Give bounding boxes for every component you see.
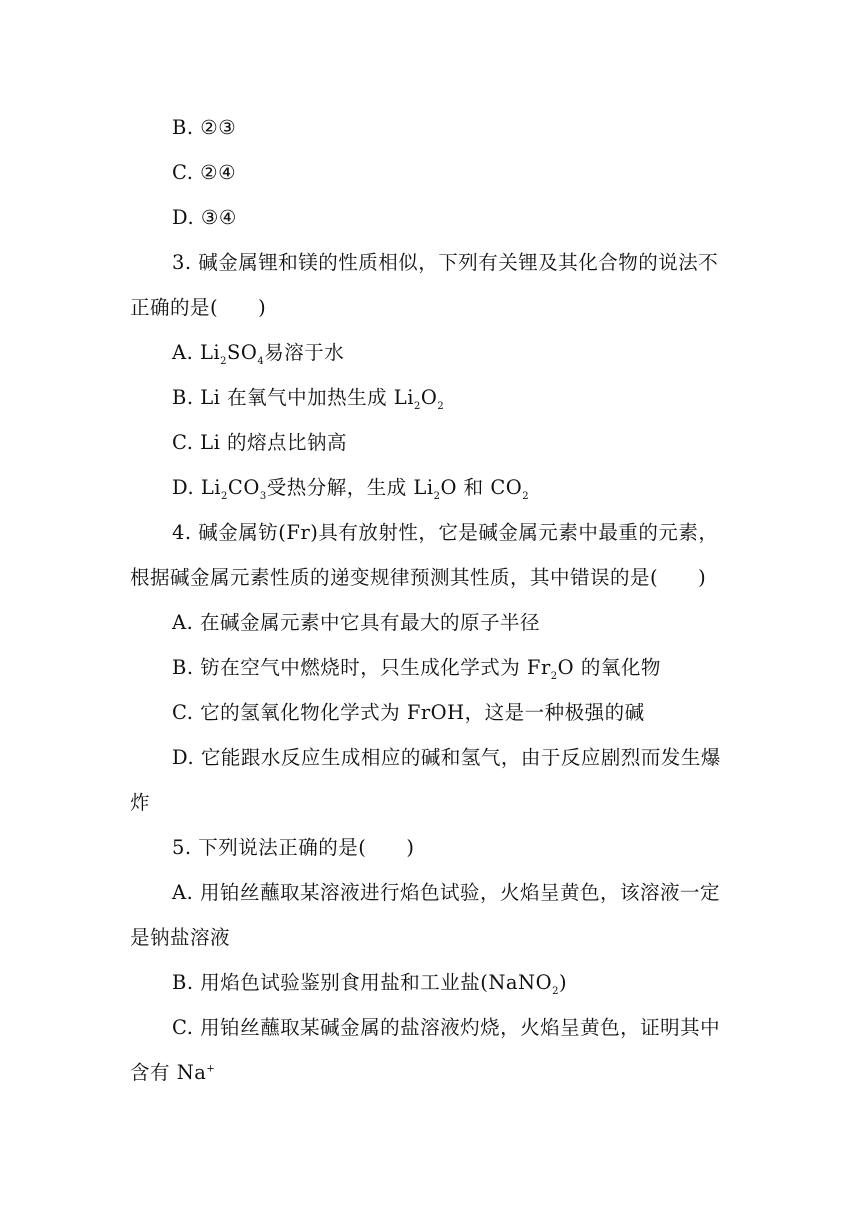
option-d-q2: D. ③④	[172, 206, 237, 229]
option-a-q4: A. 在碱金属元素中它具有最大的原子半径	[172, 611, 540, 634]
question-4-stem: 4. 碱金属钫(Fr)具有放射性，它是碱金属元素中最重的元素，	[172, 521, 719, 544]
option-d-q3: D. $Li_2CO_3$受热分解，生成 $Li_2O$ 和 $CO_2$	[172, 476, 530, 502]
question-3-stem: 3. 碱金属锂和镁的性质相似，下列有关锂及其化合物的说法不	[172, 251, 719, 274]
option-d-q4-cont: 炸	[130, 791, 151, 814]
question-3-stem-cont: 正确的是( )	[130, 296, 267, 319]
option-a-q3: A. $Li_2SO_4$易溶于水	[172, 341, 345, 367]
option-c-q4: C. 它的氢氧化物化学式为 FrOH，这是一种极强的碱	[172, 701, 645, 724]
option-a-q5-cont: 是钠盐溶液	[130, 926, 231, 949]
question-4-stem-cont: 根据碱金属元素性质的递变规律预测其性质，其中错误的是( )	[130, 566, 707, 589]
option-d-q4: D. 它能跟水反应生成相应的碱和氢气，由于反应剧烈而发生爆	[172, 746, 721, 769]
option-b-q5: B. 用焰色试验鉴别食用盐和工业盐(NaNO$_2$)	[172, 971, 568, 997]
option-c-q5-cont: 含有 Na+	[130, 1061, 216, 1084]
option-a-q5: A. 用铂丝蘸取某溶液进行焰色试验，火焰呈黄色，该溶液一定	[172, 881, 720, 904]
option-b-q2: B. ②③	[172, 116, 237, 139]
option-b-q4: B. 钫在空气中燃烧时，只生成化学式为 $Fr_2O$ 的氧化物	[172, 656, 661, 682]
option-c-q2: C. ②④	[172, 161, 237, 184]
question-5-stem: 5. 下列说法正确的是( )	[172, 836, 415, 859]
option-c-q3: C. Li 的熔点比钠高	[172, 431, 348, 454]
option-b-q3: B. Li 在氧气中加热生成 $Li_2O_2$	[172, 386, 445, 412]
option-c-q5: C. 用铂丝蘸取某碱金属的盐溶液灼烧，火焰呈黄色，证明其中	[172, 1016, 721, 1039]
